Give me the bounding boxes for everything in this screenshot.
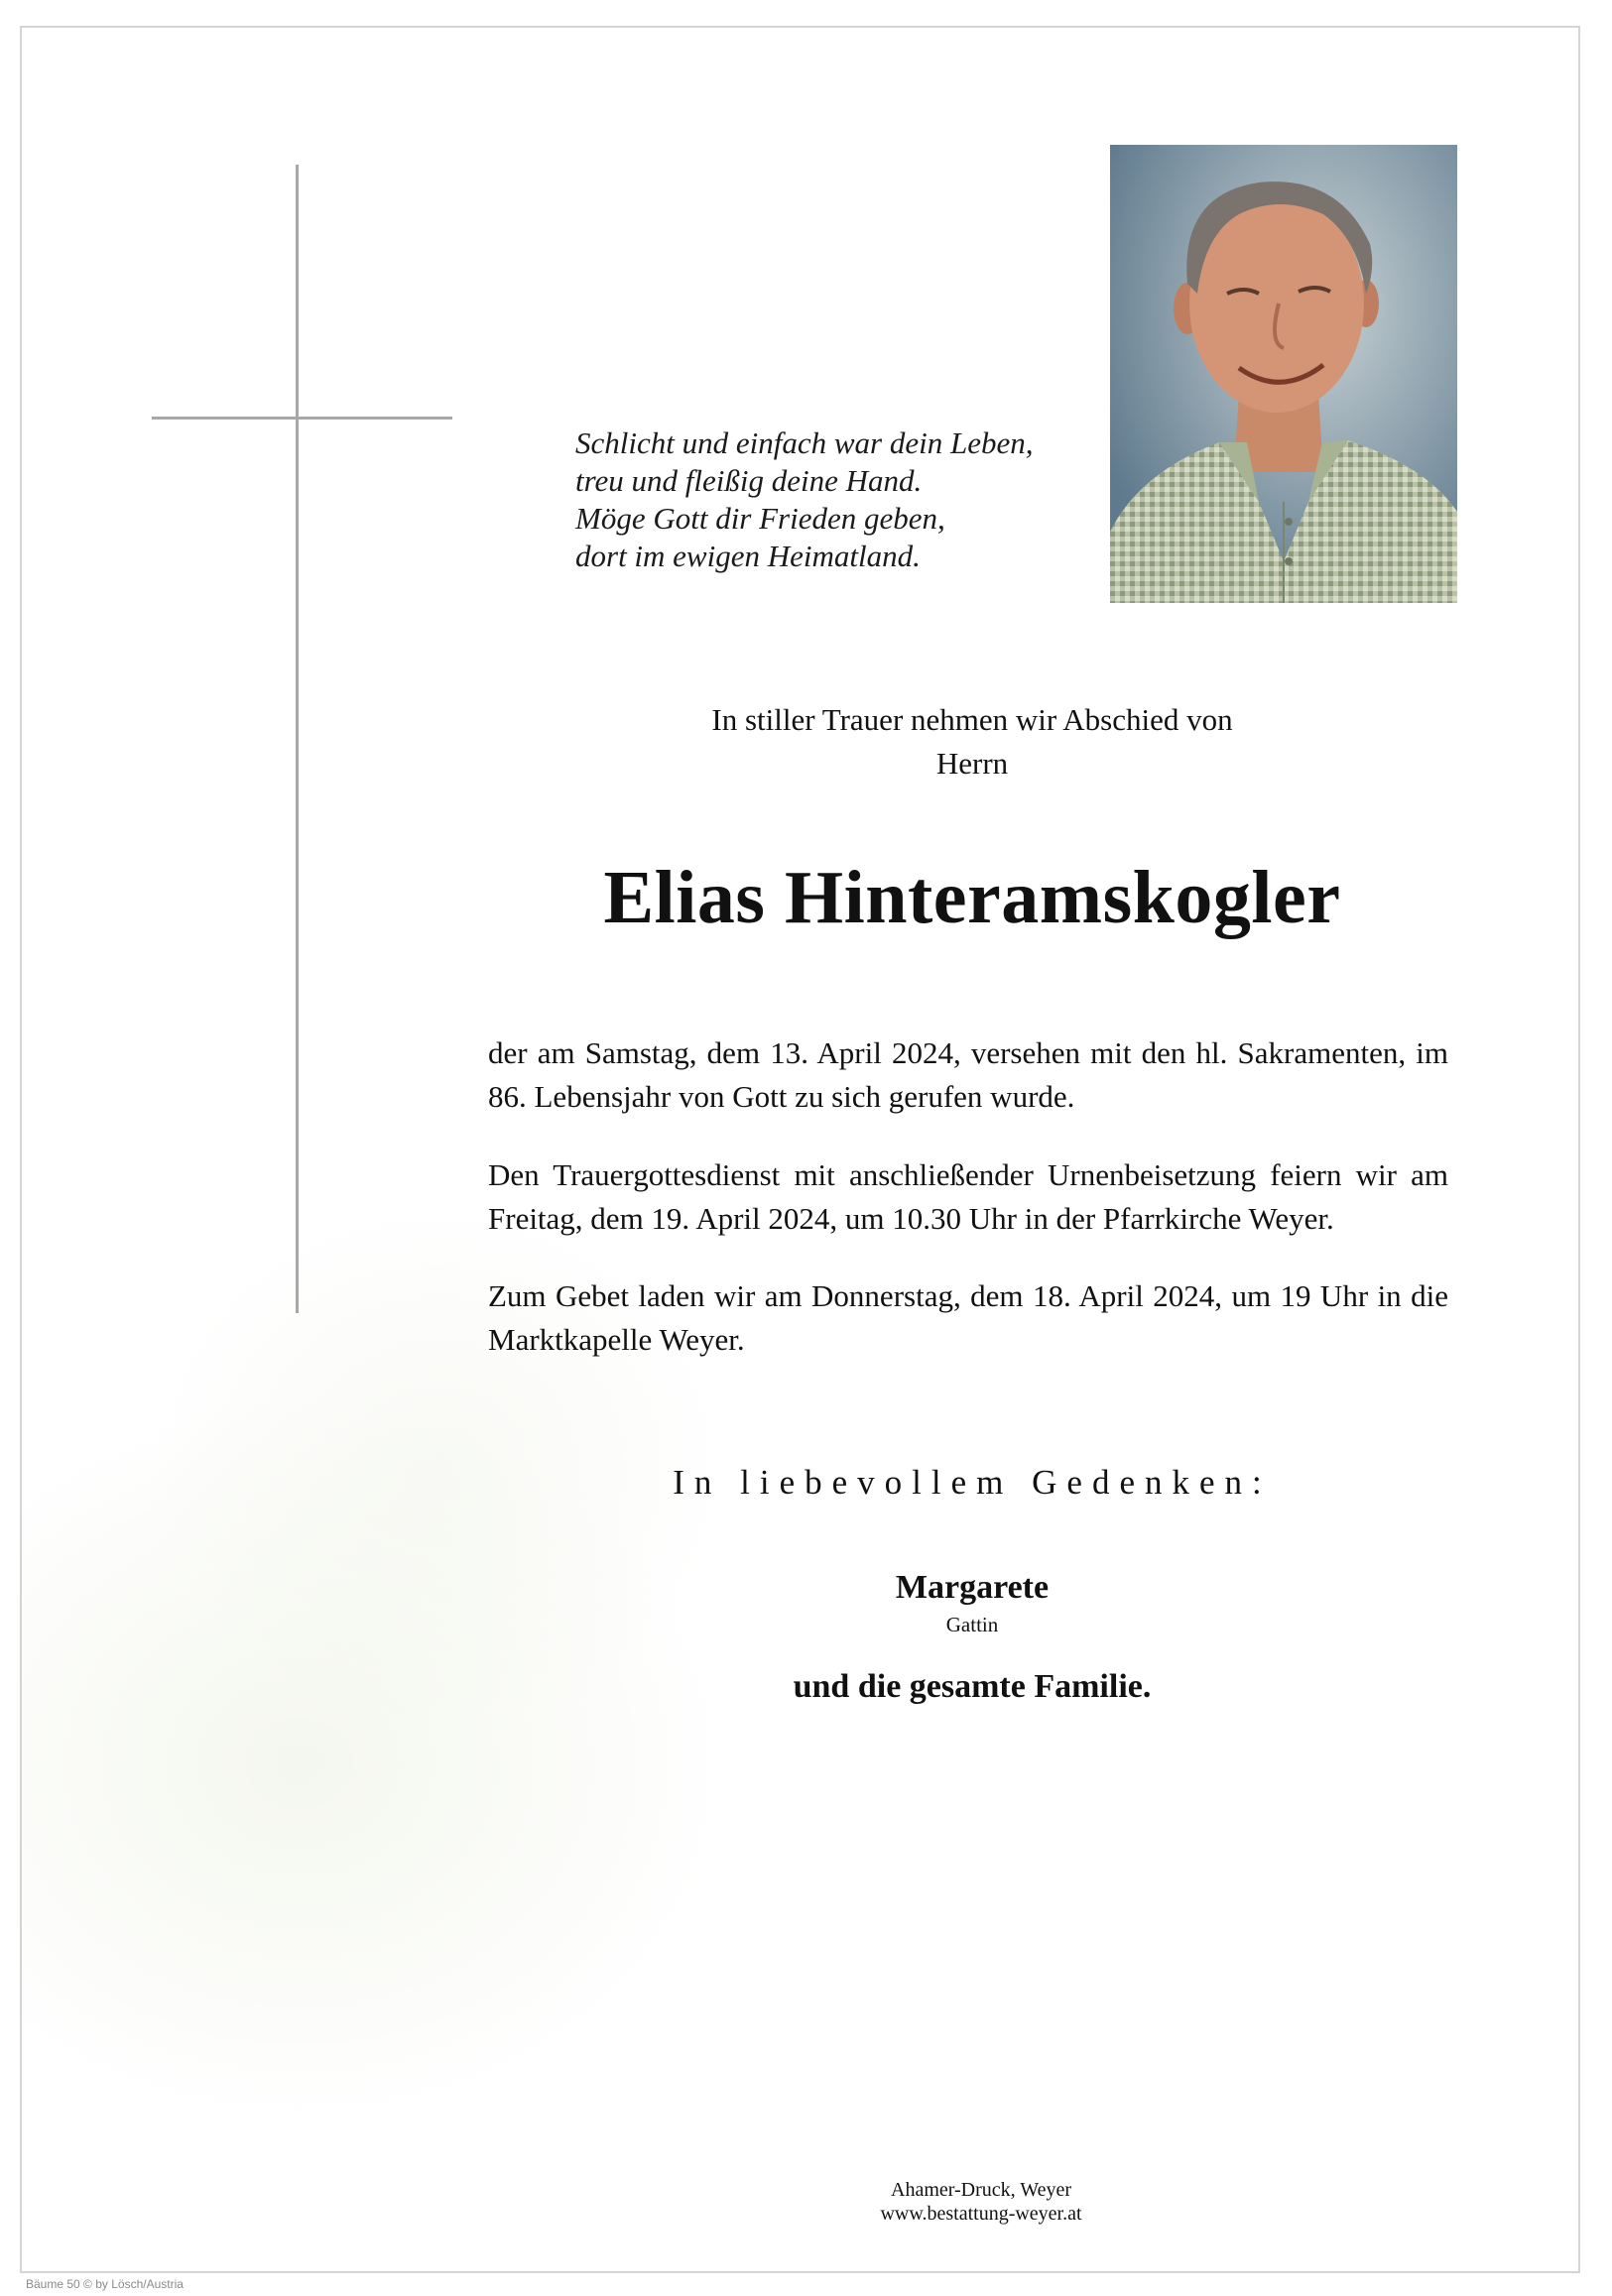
memorial-poem [575, 424, 1091, 575]
poem-line: dort im ewigen Heimatland. [575, 539, 921, 573]
death-notice-paragraph: der am Samstag, dem 13. April 2024, versehen mit den hl. Sakramenten, im 86. Lebensjahr von Gott zu sich gerufen wurde. [488, 1035, 1448, 1114]
mourner-relation: Gattin [945, 1613, 999, 1636]
cross-horizontal-bar [152, 417, 452, 420]
portrait-illustration [1110, 145, 1457, 603]
deceased-name: Elias Hinteramskogler [603, 856, 1341, 939]
memory-heading: In liebevollem Gedenken: [673, 1463, 1272, 1502]
intro-line: In stiller Trauer nehmen wir Abschied von [711, 702, 1233, 737]
design-credit: Bäume 50 © by Lösch/Austria [26, 2277, 184, 2291]
cross-vertical-bar [296, 165, 299, 1313]
printer-name: Ahamer-Druck, Weyer [891, 2179, 1071, 2201]
farewell-intro [476, 698, 1468, 785]
mourner-name: Margarete [895, 1569, 1050, 1606]
printer-website: www.bestattung-weyer.at [880, 2203, 1082, 2225]
poem-line: Schlicht und einfach war dein Leben, [575, 425, 1034, 460]
intro-title: Herrn [935, 746, 1009, 781]
family-line: und die gesamte Familie. [793, 1668, 1152, 1705]
funeral-service-paragraph: Den Trauergottesdienst mit anschließender Urnenbeisetzung feiern wir am Freitag, dem 19. April 2024, um 10.30 Uhr in der Pfarrkirche Weyer. [488, 1157, 1448, 1236]
prayer-paragraph: Zum Gebet laden wir am Donnerstag, dem 18. April 2024, um 19 Uhr in die Marktkapelle Weyer. [488, 1278, 1448, 1357]
poem-line: Möge Gott dir Frieden geben, [575, 501, 945, 536]
poem-line: treu und fleißig deine Hand. [575, 463, 923, 498]
portrait-photo [1110, 145, 1457, 603]
